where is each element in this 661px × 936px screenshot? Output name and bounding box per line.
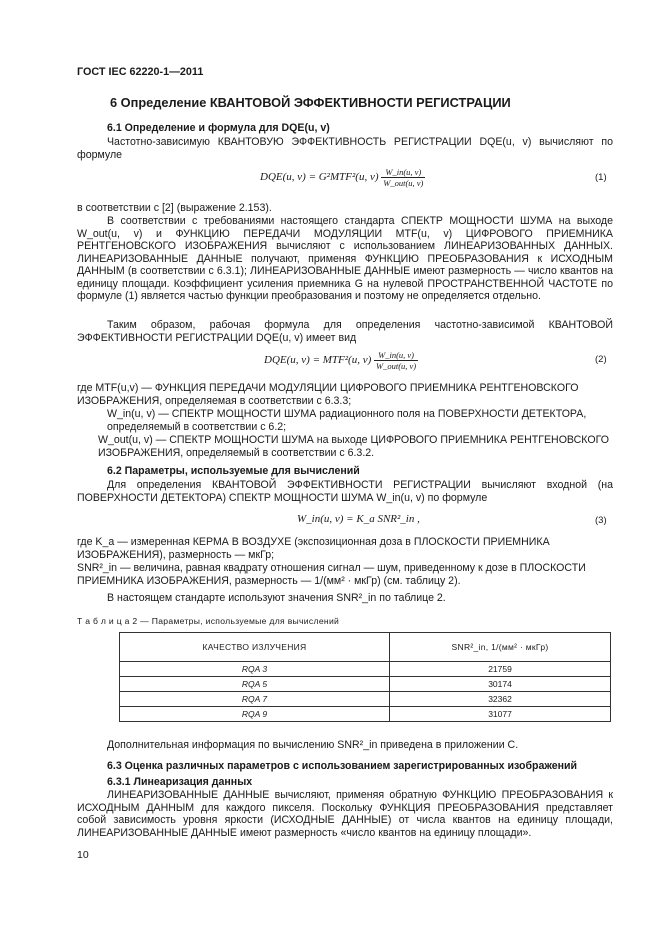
formula-3: W_in(u, v) = K_a SNR²_in , [297,513,420,525]
subsection-6-1-title: 6.1 Определение и формула для DQE(u, v) [107,122,330,134]
paragraph-dqe-intro: Частотно-зависимую КВАНТОВУЮ ЭФФЕКТИВНОСТЬ РЕГИСТРАЦИИ DQE(u, v) вычисляют по формуле [77,136,613,161]
paragraph-input-nps: Для определения КВАНТОВОЙ ЭФФЕКТИВНОСТИ РЕГИСТРАЦИИ вычисляют входной (на ПОВЕРХНОСТИ ДЕТЕКТОРА) СПЕКТР МОЩНОСТИ ШУМА W_in(u, v) по формуле [77,479,613,504]
table-row [120,677,611,692]
formula-1-lhs: DQE(u, v) = G²MTF²(u, v) [260,171,379,184]
formula-1 [260,167,425,188]
formula-2-fraction [374,350,418,371]
table-cell-value: 32362 [390,692,611,707]
table-cell-quality: RQA 7 [120,692,390,707]
table-cell-quality: RQA 3 [120,662,390,677]
definition-ka-text: измеренная КЕРМА В ВОЗДУХЕ (экспозиционная доза в ПЛОСКОСТИ ПРИЕМНИКА ИЗОБРАЖЕНИЯ), размерность — мкГр; [77,536,550,561]
table-2-caption: Т а б л и ц а 2 — Параметры, используемые для вычислений [77,616,340,626]
definition-wout-text: СПЕКТР МОЩНОСТИ ШУМА на выходе ЦИФРОВОГО ПРИЕМНИКА РЕНТГЕНОВСКОГО ИЗОБРАЖЕНИЯ, определяемый в соответствии с 6.3.2. [98,434,609,459]
formula-1-fraction [381,167,425,188]
standard-header: ГОСТ IEC 62220-1—2011 [77,66,204,78]
definition-snr-text: величина, равная квадрату отношения сигнал — шум, приведенному к дозе в ПЛОСКОСТИ ПРИЕМНИКА ИЗОБРАЖЕНИЯ, размерность — 1/(мм² · мкГр) (см. таблицу 2). [77,562,586,587]
subsection-6-3-title: 6.3 Оценка различных параметров с использованием зарегистрированных изображений [107,760,578,772]
paragraph-table-ref: В настоящем стандарте используют значения SNR²_in по таблице 2. [107,592,446,604]
definition-ka-label: где K_a — [77,536,128,548]
table-header-quality: КАЧЕСТВО ИЗЛУЧЕНИЯ [120,633,390,662]
formula-2-numerator: W_in(u, v) [374,350,418,361]
definition-win-label: W_in(u, v) — [107,408,169,420]
table-header-snr: SNR²_in, 1/(мм² · мкГр) [390,633,611,662]
paragraph-linearization: ЛИНЕАРИЗОВАННЫЕ ДАННЫЕ вычисляют, применяя обратную ФУНКЦИЮ ПРЕОБРАЗОВАНИЯ к ИСХОДНЫМ ДАННЫМ для каждого пикселя. Поскольку ФУНКЦИЯ ПРЕОБРАЗОВАНИЯ представляет собой зависимость уровня яркости (ИСХОДНЫЕ ДАННЫЕ) от числа квантов на единицу площади, ЛИНЕАРИЗОВАННЫЕ ДАННЫЕ имеют размерность «число квантов на единицу площади». [77,789,613,839]
definition-mtf-text: ФУНКЦИЯ ПЕРЕДАЧИ МОДУЛЯЦИИ ЦИФРОВОГО ПРИЕМНИКА РЕНТГЕНОВСКОГО ИЗОБРАЖЕНИЯ, определяемая в соответствии с 6.3.3; [77,382,579,407]
equation-2-number: (2) [595,354,607,365]
table-header-row [120,633,611,662]
table-cell-value: 31077 [390,707,611,722]
definition-win-text: СПЕКТР МОЩНОСТИ ШУМА радиационного поля на ПОВЕРХНОСТИ ДЕТЕКТОРА, определяемый в соответствии с 6.2; [107,408,587,433]
formula-1-denominator: W_out(u, v) [383,178,424,188]
table-row [120,707,611,722]
section-6-title: 6 Определение КВАНТОВОЙ ЭФФЕКТИВНОСТИ РЕГИСТРАЦИИ [110,95,511,110]
subsection-6-2-title: 6.2 Параметры, используемые для вычислений [107,465,360,477]
definition-wout-label: W_out(u, v) — [98,434,167,446]
paragraph-annex-ref: Дополнительная информация по вычислению SNR²_in приведена в приложении С. [107,739,519,751]
definition-snr-label: SNR²_in — [77,562,131,574]
subsection-6-3-1-title: 6.3.1 Линеаризация данных [107,776,253,788]
formula-1-numerator: W_in(u, v) [381,167,425,178]
formula-2-denominator: W_out(u, v) [376,361,417,371]
table-row [120,662,611,677]
table-cell-quality: RQA 5 [120,677,390,692]
equation-3-number: (3) [595,515,607,526]
table-row [120,692,611,707]
table-cell-quality: RQA 9 [120,707,390,722]
equation-1-number: (1) [595,172,607,183]
paragraph-requirements: В соответствии с требованиями настоящего стандарта СПЕКТР МОЩНОСТИ ШУМА на выходе W_out(u, v) и ФУНКЦИЮ ПЕРЕДАЧИ МОДУЛЯЦИИ MTF(u, v) ЦИФРОВОГО ПРИЕМНИКА РЕНТГЕНОВСКОГО ИЗОБРАЖЕНИЯ вычисляют с использованием ЛИНЕАРИЗОВАННЫХ ДАННЫХ. ЛИНЕАРИЗОВАННЫЕ ДАННЫЕ получают, применяя ФУНКЦИЮ ПРЕОБРАЗОВАНИЯ к ИСХОДНЫМ ДАННЫМ (в соответствии с 6.3.1); ЛИНЕАРИЗОВАННЫЕ ДАННЫЕ имеют размерность — число квантов на единицу площади. Коэффициент усиления приемника G на нулевой ПРОСТРАНСТВЕННОЙ ЧАСТОТЕ по формуле (1) является частью функции преобразования и поэтому не определяется отдельно. [77,215,613,302]
paragraph-reference: в соответствии с [2] (выражение 2.153). [77,202,272,214]
table-2 [119,632,611,722]
table-cell-value: 21759 [390,662,611,677]
table-cell-value: 30174 [390,677,611,692]
definition-wout [98,434,613,459]
definition-ka [77,536,613,561]
paragraph-working-formula: Таким образом, рабочая формула для определения частотно-зависимой КВАНТОВОЙ ЭФФЕКТИВНОСТИ РЕГИСТРАЦИИ DQE(u, v) имеет вид [77,319,613,344]
definition-win [107,408,613,433]
definition-mtf [77,382,613,407]
formula-2 [264,350,418,371]
formula-2-lhs: DQE(u, v) = MTF²(u, v) [264,354,372,367]
definition-snr [77,562,613,587]
definition-mtf-label: где MTF(u,v) — [77,382,152,394]
page-number: 10 [77,849,89,861]
